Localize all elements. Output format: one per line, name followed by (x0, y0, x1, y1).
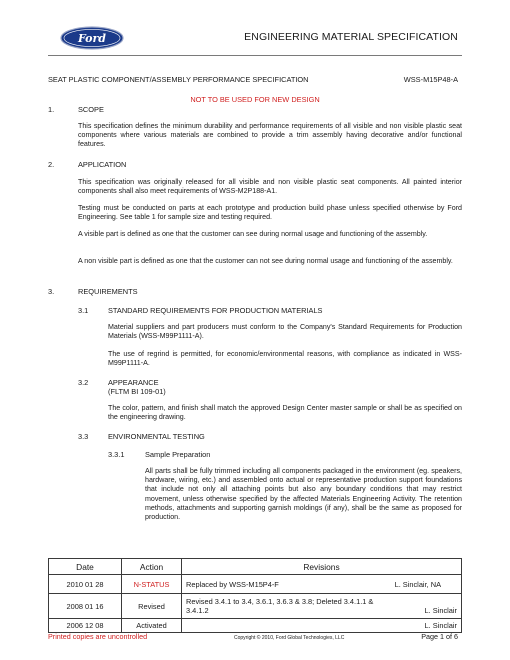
uncontrolled-copy-notice: Printed copies are uncontrolled (48, 632, 148, 641)
revision-date: 2008 01 16 (49, 594, 122, 619)
document-header-title: ENGINEERING MATERIAL SPECIFICATION (244, 31, 458, 43)
revision-action: Activated (122, 619, 182, 633)
revision-text: Revised 3.4.1 to 3.4, 3.6.1, 3.6.3 & 3.8; Deleted 3.4.1.1 & 3.4.1.2 (186, 597, 374, 615)
page-number: Page 1 of 6 (421, 632, 458, 641)
column-header-revisions: Revisions (182, 559, 462, 575)
revision-detail (182, 575, 462, 594)
revisions-table (48, 558, 462, 633)
paragraph: This specification was originally released for all visible and non visible plastic seat components. All painted interior components shall also meet requirements of WSS-M2P188-A1. (78, 178, 462, 196)
subsection-heading: ENVIRONMENTAL TESTING (108, 432, 205, 441)
header-divider (48, 55, 462, 56)
section-number: 2. (48, 160, 55, 169)
subsection-number: 3.1 (78, 306, 89, 315)
revision-action: Revised (122, 594, 182, 619)
paragraph: All parts shall be fully trimmed including all components packaged in the environment (eg. speakers, hardware, wiring, etc.) and assembled onto actual or representative production support foundations that include not only all attaching points but also any boundary conditions that may restrict movement, unless otherwise specified by the affected Materials Engineering Activity. The retention methods, attachments and supporting garnish moldings (if any), shall be the same as proposed for production. (145, 467, 462, 522)
subsection-number: 3.3 (78, 432, 89, 441)
revision-text: Replaced by WSS-M15P4-F (186, 579, 279, 589)
document-subtitle: SEAT PLASTIC COMPONENT/ASSEMBLY PERFORMANCE SPECIFICATION (48, 75, 309, 84)
status-warning: NOT TO BE USED FOR NEW DESIGN (190, 95, 320, 104)
subsection-heading: APPEARANCE (108, 378, 159, 387)
section-heading-requirements: REQUIREMENTS (78, 287, 138, 296)
table-row (49, 575, 462, 594)
section-heading-scope: SCOPE (78, 105, 104, 114)
column-header-action: Action (122, 559, 182, 575)
subsubsection-heading: Sample Preparation (145, 450, 211, 459)
column-header-date: Date (49, 559, 122, 575)
revision-author: L. Sinclair (424, 606, 457, 615)
paragraph: Testing must be conducted on parts at each prototype and production build phase unless specified otherwise by Ford Engineering. See table 1 for sample size and testing required. (78, 204, 462, 222)
revision-action: N-STATUS (122, 575, 182, 594)
ford-logo-text: Ford (77, 32, 107, 45)
revision-date: 2010 01 28 (49, 575, 122, 594)
subsubsection-number: 3.3.1 (108, 450, 125, 459)
subsection-heading: STANDARD REQUIREMENTS FOR PRODUCTION MATERIALS (108, 306, 323, 315)
section-heading-application: APPLICATION (78, 160, 127, 169)
section-number: 3. (48, 287, 55, 296)
table-row (49, 619, 462, 633)
spec-number: WSS-M15P48-A (403, 75, 458, 84)
revision-detail (182, 619, 462, 633)
section-number: 1. (48, 105, 55, 114)
copyright-notice: Copyright © 2010, Ford Global Technologies, LLC (234, 635, 345, 641)
subsection-number: 3.2 (78, 378, 89, 387)
revision-date: 2006 12 08 (49, 619, 122, 633)
ford-logo (60, 26, 124, 50)
paragraph: This specification defines the minimum durability and performance requirements of all visible and non visible plastic seat components where various materials are combined to provide a trim assembly having decorative and/or functional features. (78, 122, 462, 149)
revision-author: L. Sinclair (424, 621, 457, 630)
paragraph: Material suppliers and part producers must conform to the Company's Standard Requirements for Production Materials (WSS-M99P1111-A). (108, 323, 462, 341)
paragraph: The use of regrind is permitted, for economic/environmental reasons, with compliance as indicated in WSS-M99P1111-A. (108, 350, 462, 368)
paragraph: A non visible part is defined as one that the customer can not see during normal usage and functioning of the assembly. (78, 257, 453, 265)
revision-detail (182, 594, 462, 619)
paragraph: The color, pattern, and finish shall match the approved Design Center master sample or shall be as specified on the engineering drawing. (108, 404, 462, 422)
revision-author: L. Sinclair, NA (394, 579, 441, 589)
paragraph: A visible part is defined as one that the customer can see during normal usage and functioning of the assembly. (78, 230, 428, 238)
table-row (49, 594, 462, 619)
table-header-row (49, 559, 462, 575)
test-method-reference: (FLTM BI 109-01) (108, 387, 166, 396)
